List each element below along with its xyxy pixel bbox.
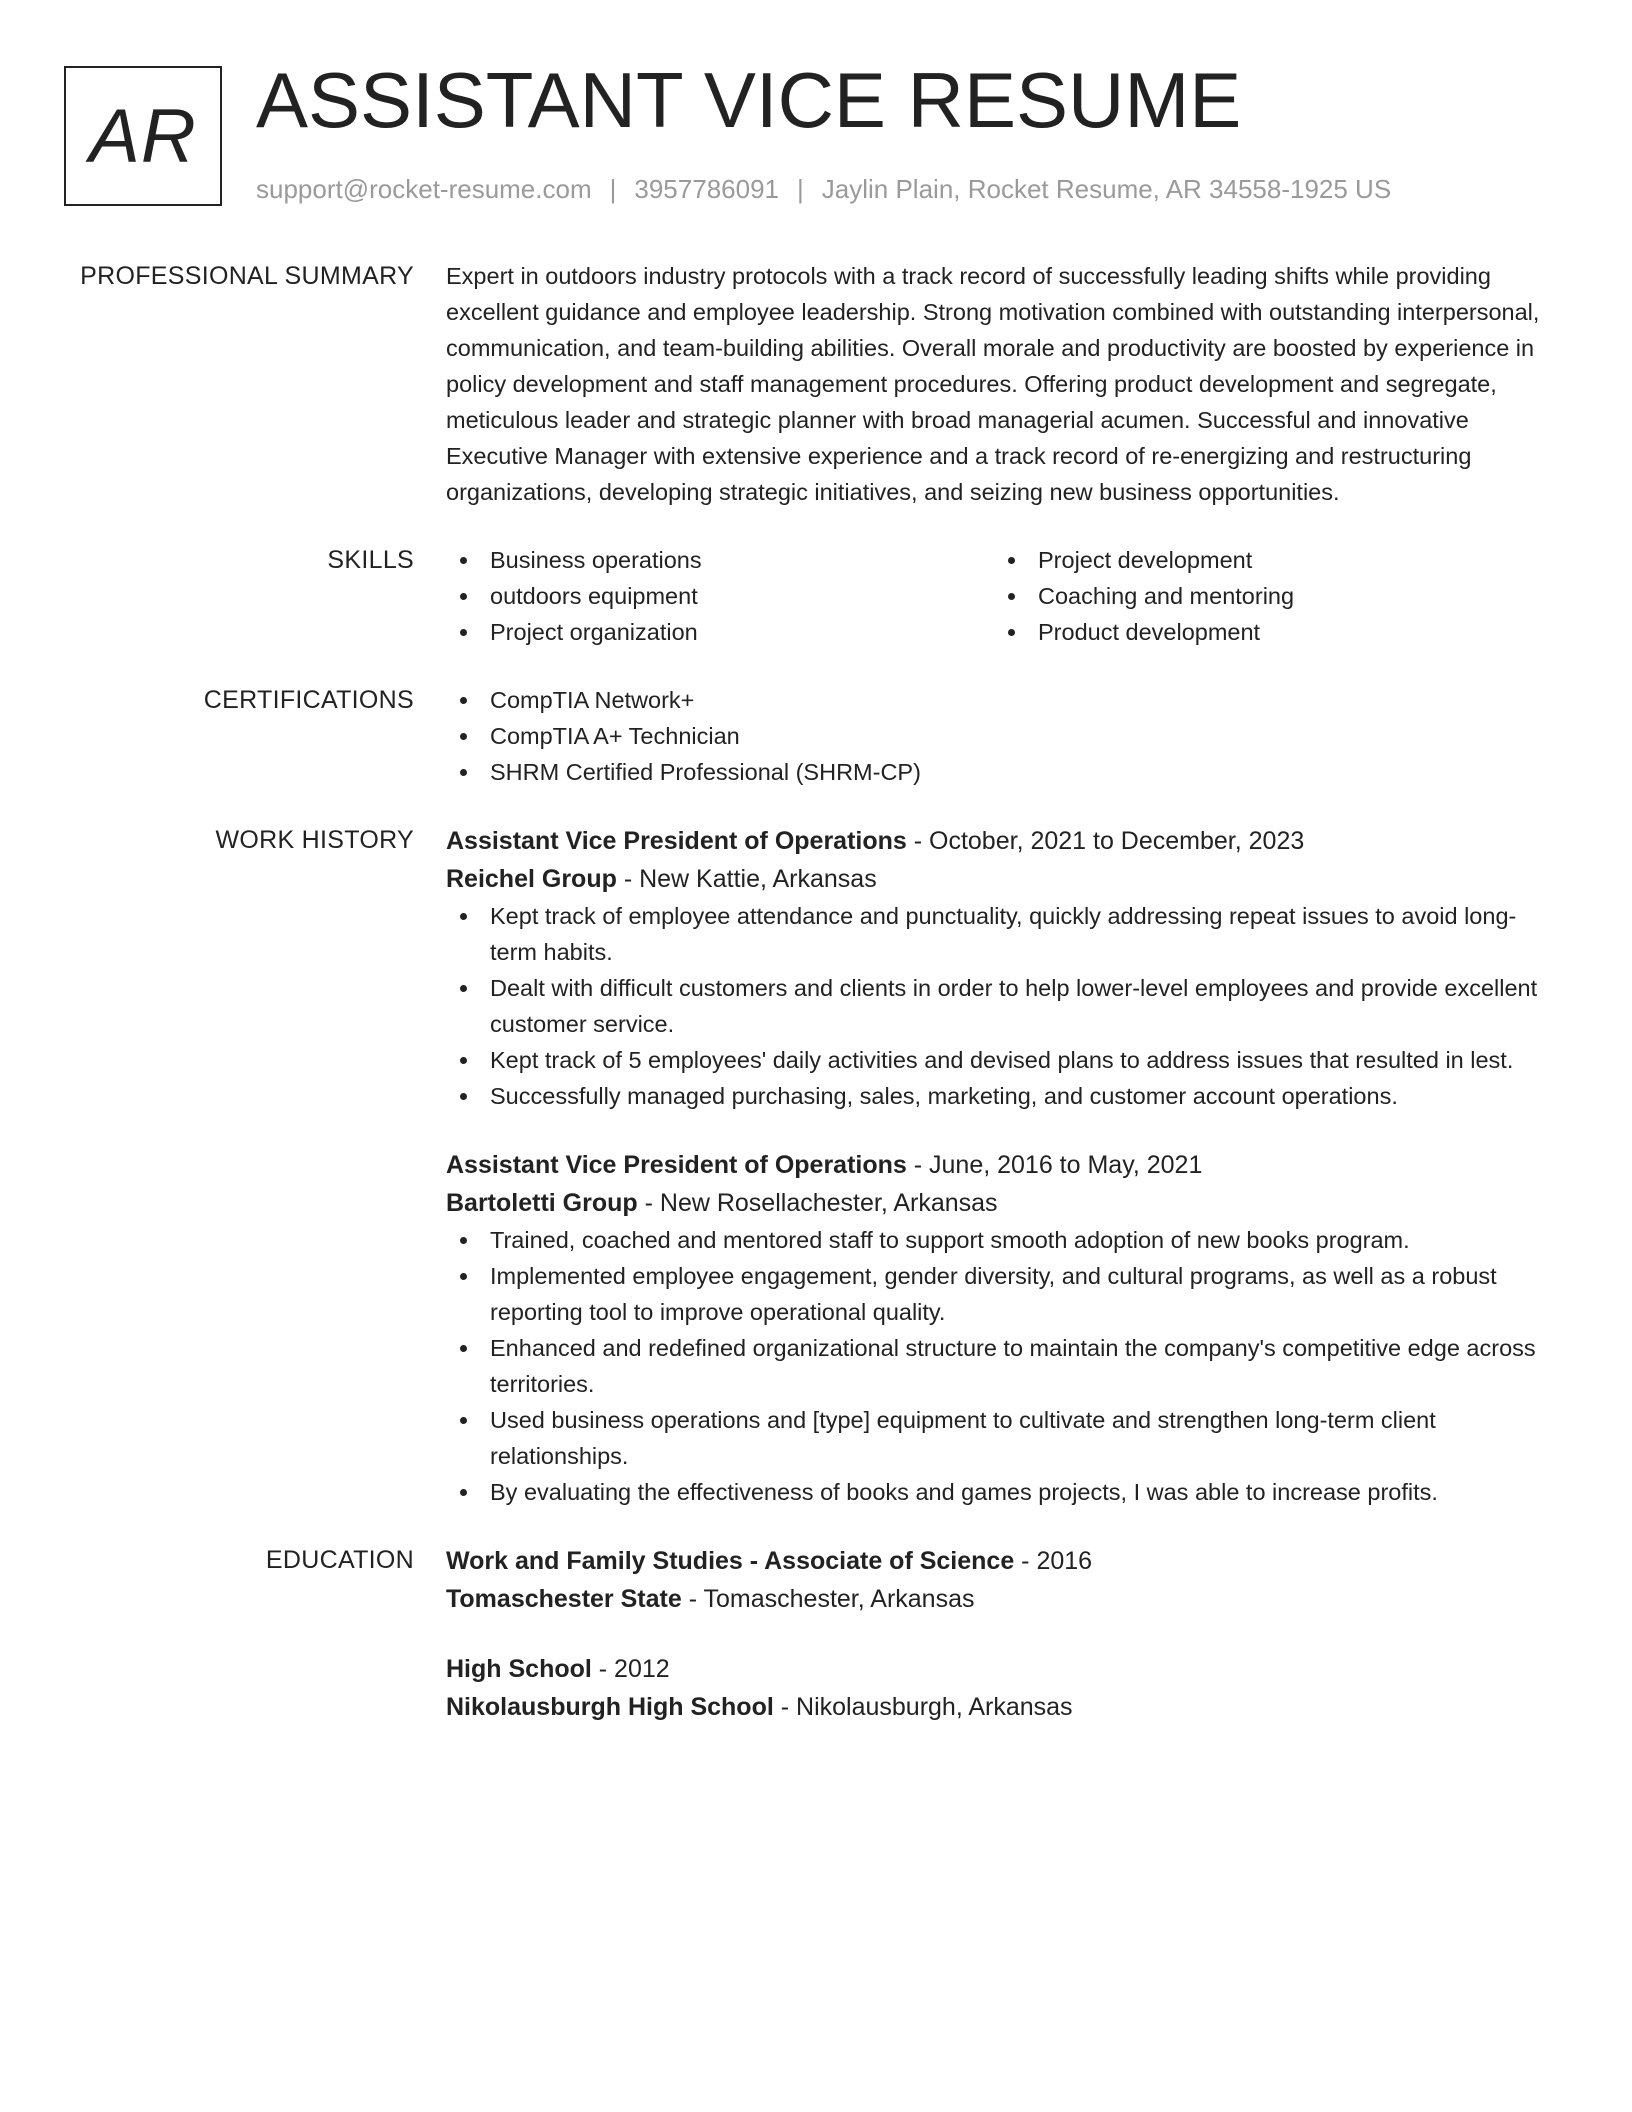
job-entry xyxy=(446,1146,1546,1510)
skills-grid xyxy=(446,542,1546,650)
certification-item: SHRM Certified Professional (SHRM-CP) xyxy=(446,754,1546,790)
certification-item: CompTIA A+ Technician xyxy=(446,718,1546,754)
skills-column-left xyxy=(446,542,994,650)
skill-item: Project organization xyxy=(446,614,994,650)
contact-separator: | xyxy=(797,174,804,204)
contact-separator: | xyxy=(609,174,617,204)
degree-line xyxy=(446,1650,1546,1688)
education-entry xyxy=(446,1650,1546,1726)
certifications-body xyxy=(446,682,1546,790)
resume-title: ASSISTANT VICE RESUME xyxy=(256,56,1242,144)
school: Nikolausburgh High School xyxy=(446,1693,774,1721)
job-title-line xyxy=(446,1146,1546,1184)
skill-item: Product development xyxy=(994,614,1542,650)
job-bullet: Successfully managed purchasing, sales, marketing, and customer account operations. xyxy=(446,1078,1546,1114)
monogram-badge: AR xyxy=(64,66,222,206)
job-bullets xyxy=(446,898,1546,1114)
degree-year: - 2012 xyxy=(591,1655,670,1683)
job-location: - New Kattie, Arkansas xyxy=(616,865,877,893)
skills-column-right xyxy=(994,542,1542,650)
contact-email[interactable]: support@rocket-resume.com xyxy=(256,174,592,204)
skill-item: Coaching and mentoring xyxy=(994,578,1542,614)
certifications-section xyxy=(0,682,1632,790)
section-label: SKILLS xyxy=(327,546,414,574)
job-location: - New Rosellachester, Arkansas xyxy=(637,1189,998,1217)
section-label: EDUCATION xyxy=(265,1546,414,1574)
section-label: CERTIFICATIONS xyxy=(203,686,414,714)
education-section xyxy=(0,1542,1632,1726)
job-bullets xyxy=(446,1222,1546,1510)
section-label: WORK HISTORY xyxy=(215,826,414,854)
job-company-line xyxy=(446,860,1546,898)
summary-section xyxy=(0,258,1632,510)
work-history-section xyxy=(0,822,1632,1510)
job-title: Assistant Vice President of Operations xyxy=(446,1151,907,1179)
resume-sections xyxy=(0,258,1632,1758)
job-entry xyxy=(446,822,1546,1114)
job-title-line xyxy=(446,822,1546,860)
contact-phone[interactable]: 3957786091 xyxy=(634,174,779,204)
education-body xyxy=(446,1542,1546,1726)
job-company: Bartoletti Group xyxy=(446,1189,638,1217)
job-dates: - October, 2021 to December, 2023 xyxy=(906,827,1305,855)
summary-body xyxy=(446,258,1546,510)
section-label: PROFESSIONAL SUMMARY xyxy=(80,262,414,290)
certifications-list xyxy=(446,682,1546,790)
skill-item: Business operations xyxy=(446,542,994,578)
certification-item: CompTIA Network+ xyxy=(446,682,1546,718)
job-bullet: Enhanced and redefined organizational structure to maintain the company's competitive edge across territories. xyxy=(446,1330,1546,1402)
job-bullet: Kept track of employee attendance and punctuality, quickly addressing repeat issues to avoid long-term habits. xyxy=(446,898,1546,970)
skills-section xyxy=(0,542,1632,650)
contact-line xyxy=(256,174,1391,205)
school-location: - Tomaschester, Arkansas xyxy=(681,1585,975,1613)
contact-address: Jaylin Plain, Rocket Resume, AR 34558-1925 US xyxy=(821,174,1392,204)
job-dates: - June, 2016 to May, 2021 xyxy=(906,1151,1203,1179)
degree: High School xyxy=(446,1655,592,1683)
job-bullet: Trained, coached and mentored staff to support smooth adoption of new books program. xyxy=(446,1222,1546,1258)
school-location: - Nikolausburgh, Arkansas xyxy=(773,1693,1073,1721)
school-line xyxy=(446,1580,1546,1618)
job-company-line xyxy=(446,1184,1546,1222)
job-bullet: Kept track of 5 employees' daily activities and devised plans to address issues that resulted in lest. xyxy=(446,1042,1546,1078)
skill-item: outdoors equipment xyxy=(446,578,994,614)
job-bullet: Used business operations and [type] equipment to cultivate and strengthen long-term client relationships. xyxy=(446,1402,1546,1474)
degree-line xyxy=(446,1542,1546,1580)
job-title: Assistant Vice President of Operations xyxy=(446,827,907,855)
work-history-body xyxy=(446,822,1546,1510)
skills-body xyxy=(446,542,1546,650)
job-bullet: Implemented employee engagement, gender diversity, and cultural programs, as well as a robust reporting tool to improve operational quality. xyxy=(446,1258,1546,1330)
education-entry xyxy=(446,1542,1546,1618)
school-line xyxy=(446,1688,1546,1726)
degree: Work and Family Studies - Associate of Science xyxy=(446,1547,1015,1575)
degree-year: - 2016 xyxy=(1014,1547,1093,1575)
summary-text: Expert in outdoors industry protocols with a track record of successfully leading shifts while providing excellent guidance and employee leadership. Strong motivation combined with outstanding interpersonal, communication, and team-building abilities. Overall morale and productivity are boosted by experience in policy development and staff management procedures. Offering product development and segregate, meticulous leader and strategic planner with broad managerial acumen. Successful and innovative Executive Manager with extensive experience and a track record of re-energizing and restructuring organizations, developing strategic initiatives, and seizing new business opportunities. xyxy=(446,263,1540,505)
skill-item: Project development xyxy=(994,542,1542,578)
school: Tomaschester State xyxy=(446,1585,682,1613)
job-company: Reichel Group xyxy=(446,865,617,893)
job-bullet: By evaluating the effectiveness of books and games projects, I was able to increase profits. xyxy=(446,1474,1546,1510)
job-bullet: Dealt with difficult customers and clients in order to help lower-level employees and provide excellent customer service. xyxy=(446,970,1546,1042)
